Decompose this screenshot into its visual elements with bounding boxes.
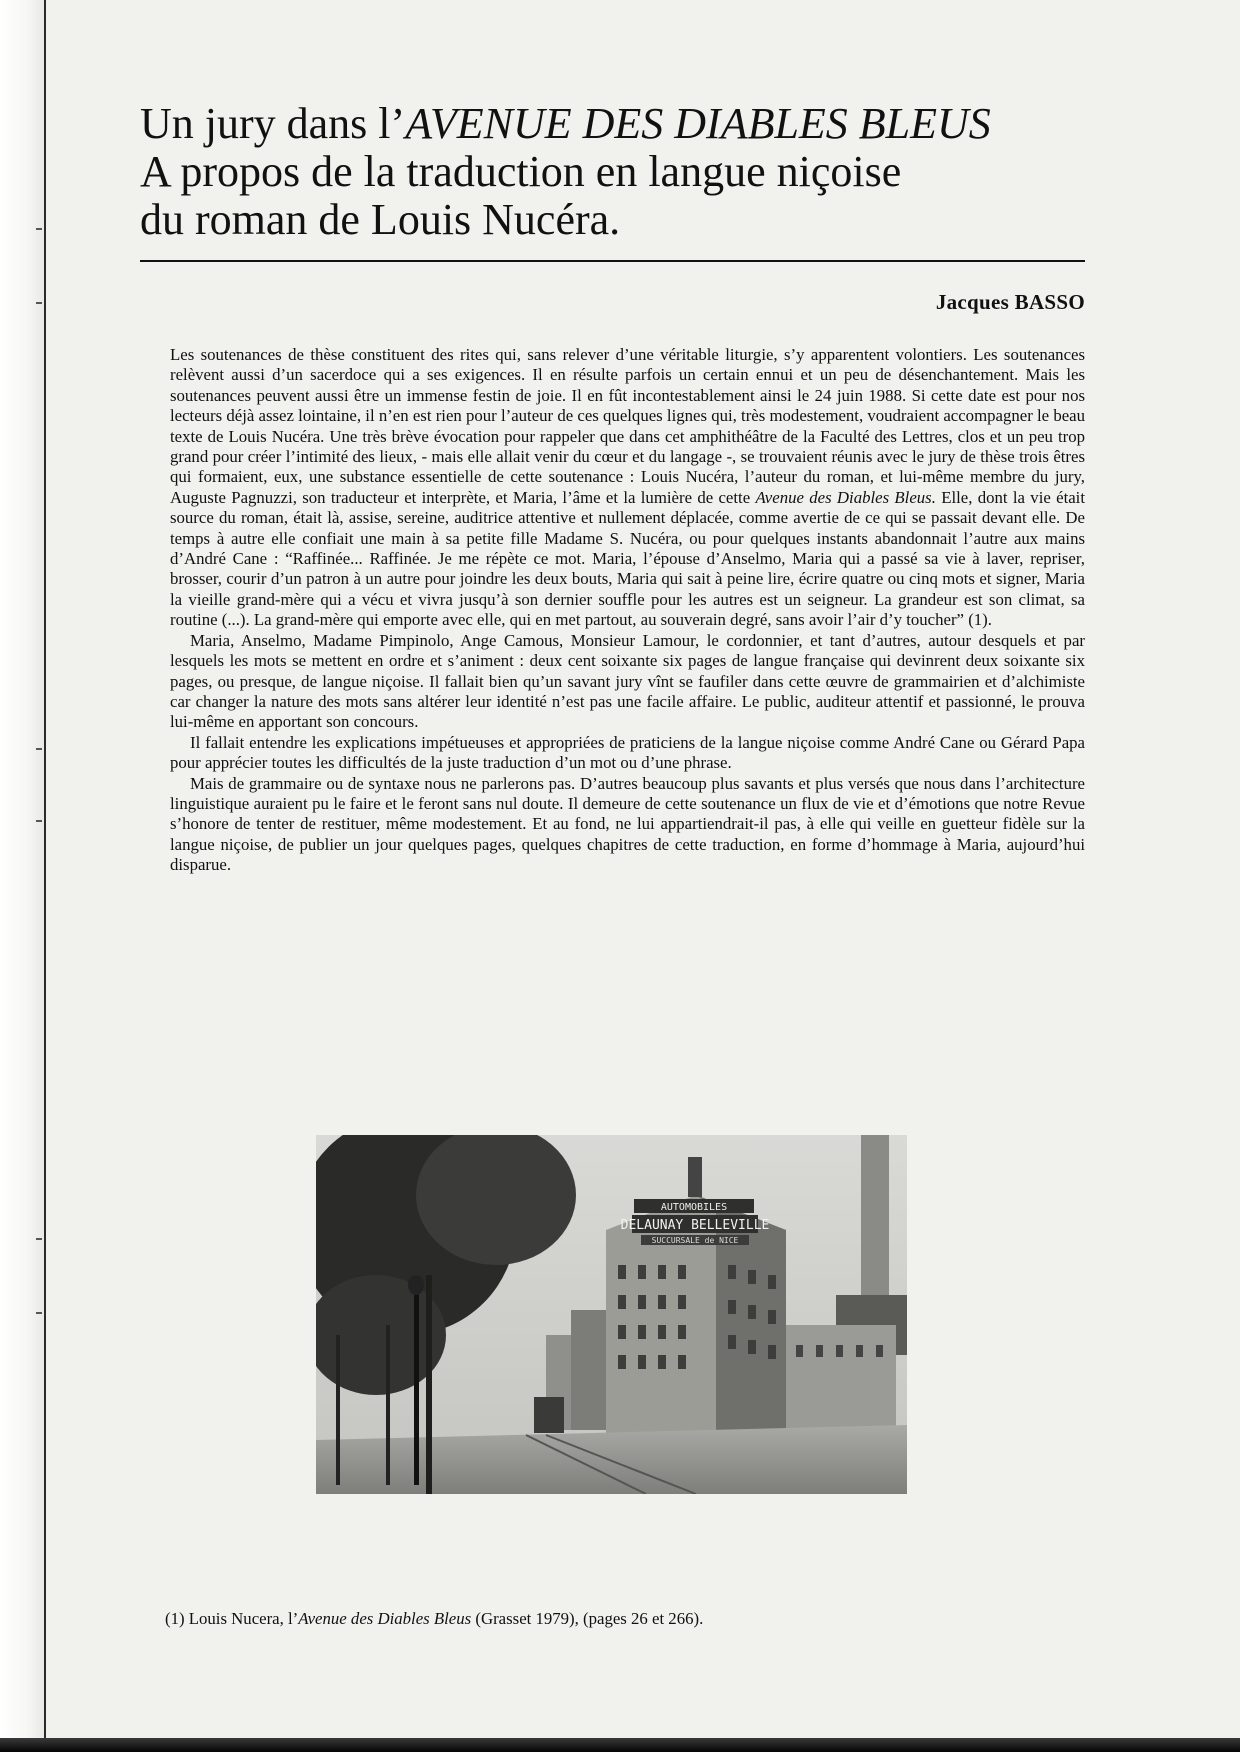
street-photograph — [316, 1135, 907, 1494]
page-binding-edge — [0, 0, 46, 1752]
title-line-2: A propos de la traduction en langue niçoise — [140, 147, 902, 196]
margin-mark — [36, 820, 42, 822]
article — [140, 100, 1085, 876]
margin-mark — [36, 748, 42, 750]
margin-mark — [36, 1312, 42, 1314]
paragraph: Les soutenances de thèse constituent des rites qui, sans relever d’une véritable liturgie, s’y apparentent volontiers. Les soutenances relèvent aussi d’un sacerdoce qui a ses exigences. Il en résulte parfois un certain ennui et un peu de désenchantement. Mais les soutenances peuvent aussi être un immense festin de joie. Il en fût incontestablement ainsi le 24 juin 1988. Si cette date est pour nos lecteurs déjà assez lointaine, il n’en est rien pour l’auteur de ces quelques lignes qui, très modestement, voudraient accompagner le beau texte de Louis Nucéra. Une très brève évocation pour rappeler que dans cet amphithéâtre de la Faculté des Lettres, clos et un peu trop grand pour créer l’intimité des lieux, - mais elle allait venir du cœur et du langage -, se trouvaient réunis avec le jury de thèse trois êtres qui formaient, eux, une substance essentielle de cette soutenance : Louis Nucéra, l’auteur du roman, et lui-même membre du jury, Auguste Pagnuzzi, son traducteur et interprète, et Maria, l’âme et la lumière de cette Avenue des Diables Bleus. Elle, dont la vie était source du roman, était là, assise, sereine, auditrice attentive et nullement déplacée, comme avertie de ce qui se passait devant elle. De temps à autre elle confiait une main à sa petite fille Madame S. Nucéra, ou pour quelques instants abandonnait l’autre aux mains d’André Cane : “Raffinée... Raffinée. Je me répète ce mot. Maria, l’épouse d’Anselmo, Maria qui a passé sa vie à laver, repriser, brosser, courir d’un patron à un autre pour joindre les deux bouts, Maria qui sait à peine lire, écrire quatre ou cinq mots et signer, Maria la vieille grand-mère qui a vécu et vivra jusqu’à son dernier souffle pour les autres est un seigneur. La grandeur est son climat, sa routine (...). La grand-mère qui emporte avec elle, qui en met partout, au souverain degré, sans avoir l’air d’y toucher” (1). — [170, 345, 1086, 630]
title-rule — [140, 260, 1085, 262]
page-bottom-edge — [0, 1738, 1240, 1752]
photo-sign-line-1: AUTOMOBILES — [660, 1202, 728, 1213]
paragraph: Maria, Anselmo, Madame Pimpinolo, Ange Camous, Monsieur Lamour, le cordonnier, et tant d’autres, autour desquels et par lesquels les mots se mettent en ordre et s’animent : deux cent soixante six pages de langue française qui devinrent deux soixante six pages, ou presque, de langue niçoise. Il fallait bien qu’un savant jury vînt se faufiler dans cette œuvre de grammairien et d’alchimiste car changer la nature des mots sans altérer leur identité n’est pas une facile affaire. Le public, auditeur attentif et passionné, le prouva lui-même en apportant son concours. — [170, 630, 1085, 732]
margin-mark — [36, 302, 42, 304]
margin-mark — [36, 228, 42, 230]
footnote: (1) Louis Nucera, l’Avenue des Diables Bleus (Grasset 1979), (pages 26 et 266). — [165, 1609, 704, 1628]
title-line-1: Un jury dans l’AVENUE DES DIABLES BLEUS — [140, 99, 991, 148]
article-title — [140, 100, 1085, 244]
article-body — [170, 345, 1085, 876]
paragraph: Mais de grammaire ou de syntaxe nous ne parlerons pas. D’autres beaucoup plus savants et plus versés que nous dans l’architecture linguistique auraient pu le faire et le feront sans nul doute. Il demeure de cette soutenance un flux de vie et d’émotions que notre Revue s’honore de tenter de restituer, même modestement. Et au fond, ne lui appartiendrait-il pas, à elle qui veille en guetteur fidèle sur la langue niçoise, de publier un jour quelques pages, quelques chapitres de cette traduction, en forme d’hommage à Maria, aujourd’hui disparue. — [170, 773, 1085, 875]
photo-sign-line-2: DELAUNAY BELLEVILLE — [620, 1218, 770, 1233]
margin-mark — [36, 1238, 42, 1240]
paragraph: Il fallait entendre les explications impétueuses et appropriées de praticiens de la langue niçoise comme André Cane ou Gérard Papa pour apprécier toutes les difficultés de la juste traduction d’un mot ou d’une phrase. — [170, 732, 1085, 773]
title-line-3: du roman de Louis Nucéra. — [140, 195, 621, 244]
photo-sign-line-3: SUCCURSALE de NICE — [651, 1236, 739, 1245]
photo-illustration — [316, 1135, 907, 1494]
author-name: Jacques BASSO — [935, 290, 1085, 314]
